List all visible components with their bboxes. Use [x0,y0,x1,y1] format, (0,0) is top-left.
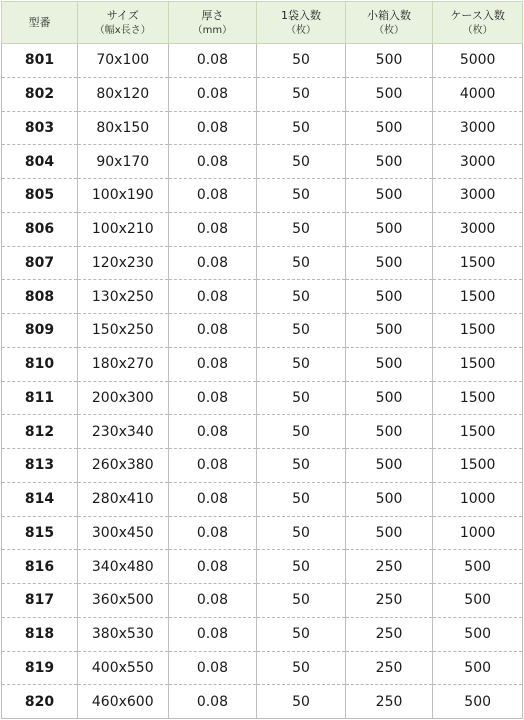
table-row [2,516,523,550]
case-quantity-cell: 3000 [433,212,523,246]
size-cell: 230x340 [77,415,168,449]
header-model: 型番 [2,2,78,44]
model-cell: 808 [2,280,78,314]
box-quantity-cell: 250 [345,584,433,618]
size-cell: 80x120 [77,77,168,111]
size-cell: 340x480 [77,550,168,584]
box-quantity-cell: 500 [345,212,433,246]
case-quantity-cell: 500 [433,617,523,651]
table-row [2,44,523,78]
case-quantity-cell: 500 [433,651,523,685]
case-quantity-cell: 500 [433,584,523,618]
model-cell: 810 [2,347,78,381]
thickness-cell: 0.08 [168,246,257,280]
thickness-cell: 0.08 [168,617,257,651]
size-cell: 260x380 [77,449,168,483]
case-quantity-cell: 500 [433,685,523,719]
size-cell: 80x150 [77,111,168,145]
case-quantity-cell: 500 [433,550,523,584]
box-quantity-cell: 250 [345,550,433,584]
box-quantity-cell: 500 [345,449,433,483]
header-row [2,2,523,44]
case-quantity-cell: 1500 [433,314,523,348]
model-cell: 807 [2,246,78,280]
case-quantity-cell: 4000 [433,77,523,111]
size-cell: 180x270 [77,347,168,381]
box-quantity-cell: 500 [345,516,433,550]
box-quantity-cell: 250 [345,617,433,651]
table-row [2,77,523,111]
thickness-cell: 0.08 [168,314,257,348]
bag-quantity-cell: 50 [257,314,346,348]
thickness-cell: 0.08 [168,347,257,381]
table-row [2,347,523,381]
size-cell: 460x600 [77,685,168,719]
bag-quantity-cell: 50 [257,179,346,213]
thickness-cell: 0.08 [168,44,257,78]
size-cell: 400x550 [77,651,168,685]
model-cell: 818 [2,617,78,651]
thickness-cell: 0.08 [168,550,257,584]
table-header [2,2,523,44]
thickness-cell: 0.08 [168,415,257,449]
box-quantity-cell: 500 [345,246,433,280]
table-row [2,111,523,145]
header-bag-quantity: 1袋入数 （枚） [257,2,346,44]
model-cell: 809 [2,314,78,348]
table-row [2,246,523,280]
case-quantity-cell: 1500 [433,246,523,280]
thickness-cell: 0.08 [168,145,257,179]
model-cell: 815 [2,516,78,550]
box-quantity-cell: 500 [345,179,433,213]
table-row [2,415,523,449]
model-cell: 806 [2,212,78,246]
bag-quantity-cell: 50 [257,280,346,314]
case-quantity-cell: 1000 [433,516,523,550]
model-cell: 817 [2,584,78,618]
table-row [2,179,523,213]
case-quantity-cell: 5000 [433,44,523,78]
size-cell: 150x250 [77,314,168,348]
box-quantity-cell: 500 [345,314,433,348]
table-row [2,145,523,179]
model-cell: 814 [2,482,78,516]
bag-quantity-cell: 50 [257,77,346,111]
model-cell: 813 [2,449,78,483]
bag-quantity-cell: 50 [257,482,346,516]
box-quantity-cell: 500 [345,44,433,78]
case-quantity-cell: 1500 [433,347,523,381]
model-cell: 820 [2,685,78,719]
size-cell: 360x500 [77,584,168,618]
thickness-cell: 0.08 [168,651,257,685]
table-row [2,617,523,651]
header-case-quantity: ケース入数 （枚） [433,2,523,44]
model-cell: 816 [2,550,78,584]
case-quantity-cell: 1500 [433,415,523,449]
box-quantity-cell: 500 [345,145,433,179]
header-size: サイズ （幅x長さ） [77,2,168,44]
thickness-cell: 0.08 [168,449,257,483]
model-cell: 802 [2,77,78,111]
bag-quantity-cell: 50 [257,145,346,179]
size-cell: 100x210 [77,212,168,246]
bag-quantity-cell: 50 [257,347,346,381]
size-cell: 300x450 [77,516,168,550]
bag-quantity-cell: 50 [257,550,346,584]
size-cell: 70x100 [77,44,168,78]
box-quantity-cell: 500 [345,77,433,111]
box-quantity-cell: 500 [345,347,433,381]
size-cell: 90x170 [77,145,168,179]
size-cell: 100x190 [77,179,168,213]
case-quantity-cell: 1500 [433,280,523,314]
bag-quantity-cell: 50 [257,381,346,415]
thickness-cell: 0.08 [168,685,257,719]
thickness-cell: 0.08 [168,280,257,314]
box-quantity-cell: 250 [345,685,433,719]
table-row [2,550,523,584]
case-quantity-cell: 1000 [433,482,523,516]
box-quantity-cell: 500 [345,482,433,516]
bag-quantity-cell: 50 [257,516,346,550]
model-cell: 819 [2,651,78,685]
model-cell: 803 [2,111,78,145]
header-thickness: 厚さ （mm） [168,2,257,44]
size-cell: 380x530 [77,617,168,651]
size-cell: 200x300 [77,381,168,415]
box-quantity-cell: 500 [345,111,433,145]
table-row [2,212,523,246]
model-cell: 811 [2,381,78,415]
header-box-quantity: 小箱入数 （枚） [345,2,433,44]
thickness-cell: 0.08 [168,111,257,145]
thickness-cell: 0.08 [168,381,257,415]
bag-quantity-cell: 50 [257,617,346,651]
box-quantity-cell: 500 [345,280,433,314]
bag-quantity-cell: 50 [257,246,346,280]
box-quantity-cell: 500 [345,415,433,449]
bag-quantity-cell: 50 [257,449,346,483]
thickness-cell: 0.08 [168,77,257,111]
table-row [2,280,523,314]
thickness-cell: 0.08 [168,482,257,516]
product-spec-table [1,1,523,719]
case-quantity-cell: 1500 [433,381,523,415]
model-cell: 812 [2,415,78,449]
box-quantity-cell: 500 [345,381,433,415]
size-cell: 130x250 [77,280,168,314]
thickness-cell: 0.08 [168,584,257,618]
bag-quantity-cell: 50 [257,111,346,145]
case-quantity-cell: 1500 [433,449,523,483]
bag-quantity-cell: 50 [257,685,346,719]
table-row [2,314,523,348]
size-cell: 280x410 [77,482,168,516]
bag-quantity-cell: 50 [257,415,346,449]
model-cell: 804 [2,145,78,179]
model-cell: 805 [2,179,78,213]
case-quantity-cell: 3000 [433,111,523,145]
thickness-cell: 0.08 [168,179,257,213]
bag-quantity-cell: 50 [257,44,346,78]
table-row [2,449,523,483]
model-cell: 801 [2,44,78,78]
table-row [2,651,523,685]
box-quantity-cell: 250 [345,651,433,685]
size-cell: 120x230 [77,246,168,280]
table-row [2,584,523,618]
case-quantity-cell: 3000 [433,145,523,179]
thickness-cell: 0.08 [168,212,257,246]
bag-quantity-cell: 50 [257,212,346,246]
table-body [2,44,523,719]
case-quantity-cell: 3000 [433,179,523,213]
bag-quantity-cell: 50 [257,651,346,685]
table-row [2,381,523,415]
table-row [2,685,523,719]
bag-quantity-cell: 50 [257,584,346,618]
table-row [2,482,523,516]
thickness-cell: 0.08 [168,516,257,550]
